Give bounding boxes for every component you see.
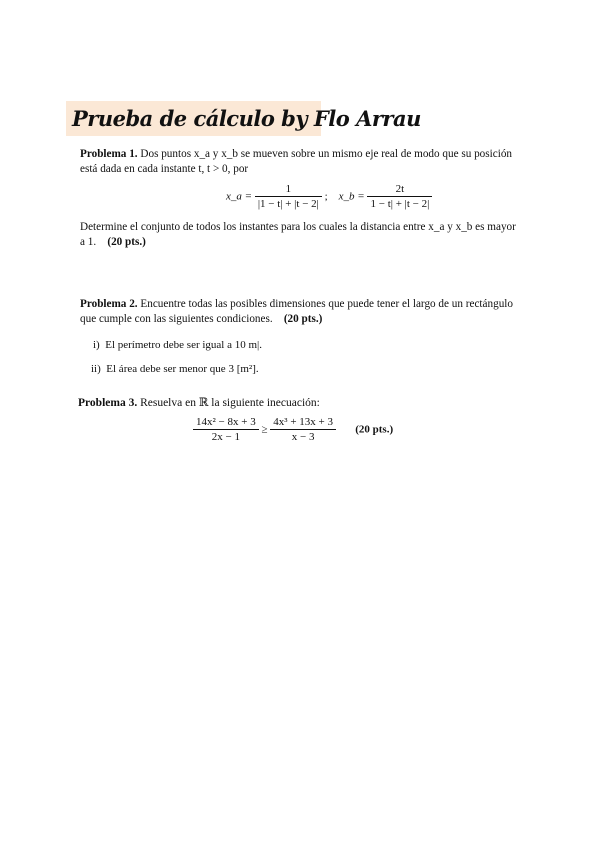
problem-2-text-line1: Encuentre todas las posibles dimensiones que puede tener el largo de un rectángulo (140, 298, 513, 310)
xb-lhs: x_b = (338, 190, 365, 203)
condition-item (91, 363, 259, 375)
problem-2-text-line2: que cumple con las siguientes condiciones. (80, 313, 273, 325)
formula-separator: ; (324, 190, 328, 203)
xa-fraction (255, 183, 322, 211)
problem-2-intro (80, 297, 540, 327)
xa-denominator: |1 − t| + |t − 2| (257, 198, 319, 210)
problem-3-intro (78, 396, 538, 411)
problem-2-points: (20 pts.) (283, 313, 323, 325)
xb-denominator: 1 − t| + |t − 2| (370, 198, 430, 210)
problem-1-text-line2: está dada en cada instante t, t > 0, por (80, 163, 249, 175)
problem-1-question (80, 220, 540, 250)
lhs-numerator: 14x² − 8x + 3 (193, 416, 259, 430)
xa-numerator: 1 (255, 183, 322, 197)
problem-2-label: Problema 2. (80, 298, 138, 310)
xb-fraction (367, 183, 432, 211)
problem-3-points: (20 pts.) (355, 423, 394, 436)
condition-text: El área debe ser menor que 3 [m²]. (106, 363, 259, 375)
lhs-denominator: 2x − 1 (211, 431, 240, 443)
lhs-fraction (193, 416, 259, 444)
xa-lhs: x_a = (226, 190, 253, 203)
problem-3-text: Resuelva en ℝ la siguiente inecuación: (140, 397, 320, 409)
condition-marker: ii) (91, 363, 101, 375)
rhs-numerator: 4x³ + 13x + 3 (270, 416, 336, 430)
problem-3-inequality (193, 416, 393, 444)
problem-1-text-line1: Dos puntos x_a y x_b se mueven sobre un mismo eje real de modo que su posición (140, 148, 513, 160)
rhs-fraction (270, 416, 336, 444)
problem-1-intro (80, 147, 540, 177)
condition-marker: i) (93, 339, 100, 351)
problem-1-question-line1: Determine el conjunto de todos los instantes para los cuales la distancia entre x_a y x_b es mayor (80, 221, 516, 233)
problem-1-question-line2: a 1. (80, 236, 97, 248)
condition-item (93, 339, 262, 351)
problem-1-label: Problema 1. (80, 148, 138, 160)
problem-1-points: (20 pts.) (107, 236, 146, 248)
xb-numerator: 2t (367, 183, 432, 197)
rhs-denominator: x − 3 (291, 431, 315, 443)
inequality-relation: ≥ (261, 423, 268, 436)
page-title: Prueba de cálculo by Flo Arrau (72, 106, 421, 131)
problem-3-label: Problema 3. (78, 397, 138, 409)
condition-text: El perímetro debe ser igual a 10 m|. (105, 339, 262, 351)
problem-1-formulas (226, 183, 432, 211)
